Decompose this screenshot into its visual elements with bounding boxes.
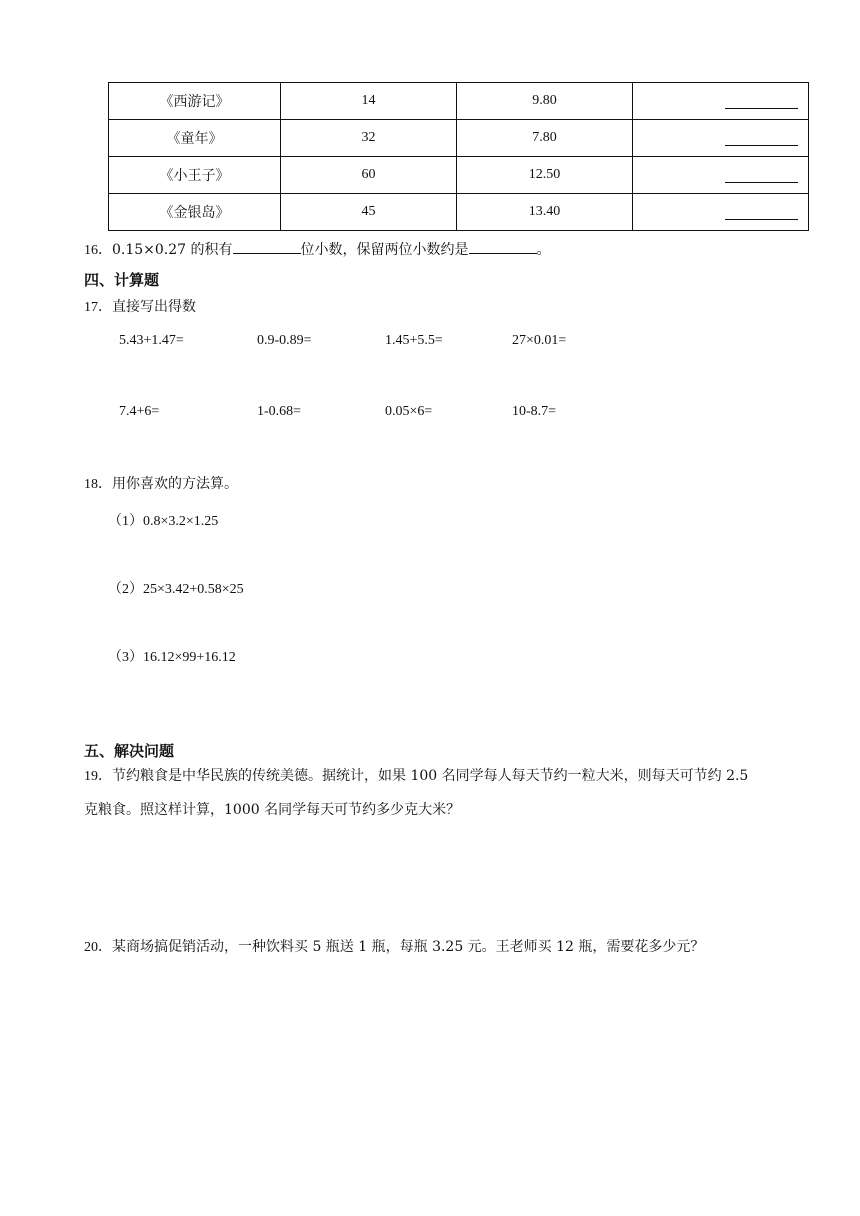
question-number: 19． [84, 769, 112, 784]
answer-blank[interactable] [725, 131, 798, 146]
question-text: 节约粮食是中华民族的传统美德。据统计，如果 100 名同学每人每天节约一粒大米，则每天可节约 2.5 [112, 768, 749, 784]
question-text: 。 [536, 242, 551, 258]
answer-cell [633, 83, 809, 120]
question-18 [84, 470, 238, 499]
book-title: 《小王子》 [109, 157, 281, 194]
question-20 [84, 933, 704, 962]
question-text: 某商场搞促销活动，一种饮料买 5 瓶送 1 瓶，每瓶 3.25 元。王老师买 12 瓶，需要花多少元？ [112, 939, 705, 955]
book-price: 7.80 [457, 120, 633, 157]
book-table [108, 82, 809, 231]
table-row [109, 157, 809, 194]
question-text: 0.15×0.27 的积有 [112, 242, 233, 258]
question-19-continued: 克粮食。照这样计算，1000 名同学每天可节约多少克大米？ [84, 802, 461, 818]
calc-item: 10-8.7= [512, 404, 557, 419]
answer-blank[interactable] [233, 239, 301, 254]
question-text: 用你喜欢的方法算。 [112, 476, 238, 492]
table-row [109, 83, 809, 120]
question-number: 20． [84, 940, 112, 955]
answer-blank[interactable] [725, 94, 798, 109]
calc-item: 1.45+5.5= [385, 333, 443, 348]
question-text: 位小数，保留两位小数约是 [300, 242, 469, 258]
question-16 [84, 236, 551, 265]
book-quantity: 60 [281, 157, 457, 194]
calc-item: 0.05×6= [385, 404, 433, 419]
book-quantity: 14 [281, 83, 457, 120]
question-number: 18． [84, 477, 112, 492]
answer-blank[interactable] [725, 168, 798, 183]
calc-item: 27×0.01= [512, 333, 567, 348]
table-row [109, 120, 809, 157]
section-heading: 五、解决问题 [84, 742, 175, 760]
question-number: 17． [84, 300, 112, 315]
answer-cell [633, 157, 809, 194]
table-row [109, 194, 809, 231]
book-title: 《金银岛》 [109, 194, 281, 231]
book-price: 13.40 [457, 194, 633, 231]
answer-blank[interactable] [469, 239, 537, 254]
book-title: 《西游记》 [109, 83, 281, 120]
calc-item: 5.43+1.47= [119, 333, 184, 348]
question-text: 直接写出得数 [112, 299, 196, 315]
calc-item: （1）0.8×3.2×1.25 [108, 514, 219, 529]
answer-blank[interactable] [725, 205, 798, 220]
calc-item: （3）16.12×99+16.12 [108, 650, 236, 665]
answer-cell [633, 120, 809, 157]
question-17 [84, 293, 196, 322]
book-price: 9.80 [457, 83, 633, 120]
calc-item: 0.9-0.89= [257, 333, 312, 348]
book-price: 12.50 [457, 157, 633, 194]
section-heading: 四、计算题 [84, 271, 160, 289]
book-title: 《童年》 [109, 120, 281, 157]
question-19 [84, 762, 748, 791]
question-number: 16． [84, 243, 112, 258]
calc-item: 7.4+6= [119, 404, 160, 419]
answer-cell [633, 194, 809, 231]
calc-item: （2）25×3.42+0.58×25 [108, 582, 244, 597]
calc-item: 1-0.68= [257, 404, 302, 419]
book-quantity: 32 [281, 120, 457, 157]
book-quantity: 45 [281, 194, 457, 231]
